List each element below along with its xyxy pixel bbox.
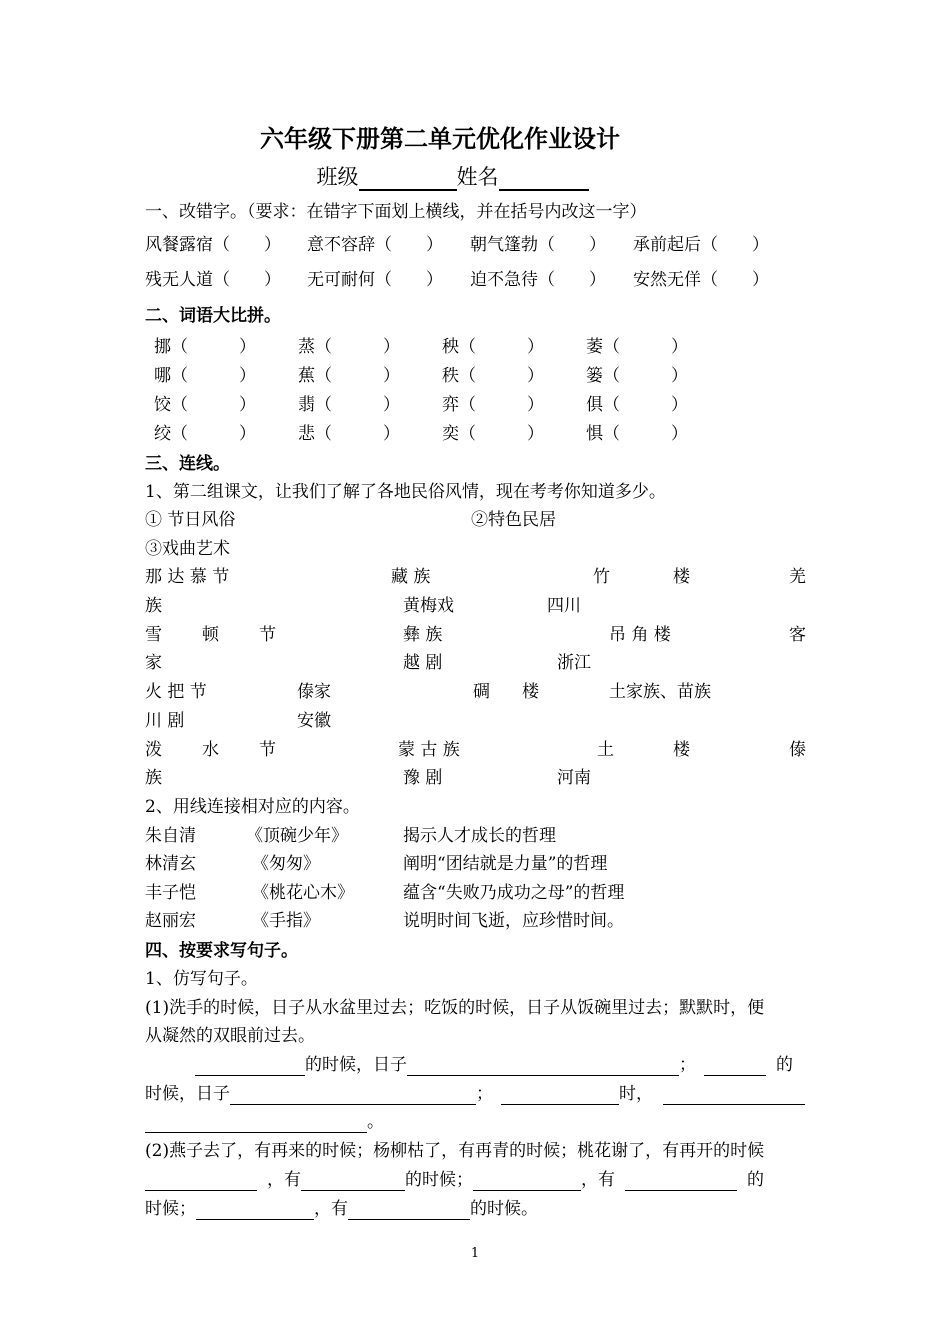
s1-item: 迫不急待（ ） bbox=[470, 270, 606, 290]
match-item[interactable]: 安徽 bbox=[297, 711, 331, 731]
pair-meaning[interactable]: 阐明“团结就是力量”的哲理 bbox=[403, 854, 608, 874]
s2-item: 饺（ ） bbox=[154, 395, 256, 415]
match-item[interactable]: 土家族、苗族 bbox=[609, 682, 711, 702]
match-item[interactable]: 碉 bbox=[473, 682, 490, 702]
pair-author[interactable]: 林清玄 bbox=[145, 854, 196, 874]
s2-item: 篓（ ） bbox=[586, 366, 688, 386]
fill-line-2: 时候，日子 ； 时， bbox=[145, 1083, 805, 1105]
s2-item: 俱（ ） bbox=[586, 395, 688, 415]
s2-item: 惧（ ） bbox=[586, 424, 688, 444]
s2-item: 萎（ ） bbox=[586, 337, 688, 357]
match-item[interactable]: 傣家 bbox=[297, 682, 331, 702]
match-item[interactable]: 藏 族 bbox=[391, 567, 431, 587]
match-item[interactable]: 浙江 bbox=[557, 653, 591, 673]
s2-item: 翡（ ） bbox=[298, 395, 400, 415]
category: ③戏曲艺术 bbox=[145, 539, 230, 559]
name-label: 姓名 bbox=[456, 165, 499, 189]
match-item[interactable]: 羌 bbox=[789, 567, 806, 587]
s3-question-2: 2、用线连接相对应的内容。 bbox=[145, 797, 360, 817]
s3-question-1: 1、第二组课文，让我们了解了各地民俗风情，现在考考你知道多少。 bbox=[145, 482, 666, 502]
s2-item: 蕉（ ） bbox=[298, 366, 400, 386]
fill-blank[interactable] bbox=[195, 1057, 305, 1076]
page-title: 六年级下册第二单元优化作业设计 bbox=[260, 124, 620, 153]
match-item[interactable]: 节 bbox=[259, 740, 276, 760]
s2-item: 弈（ ） bbox=[442, 395, 544, 415]
s2-heading: 二、词语大比拼。 bbox=[145, 306, 281, 326]
fill-blank[interactable] bbox=[145, 1114, 367, 1133]
match-item[interactable]: 楼 bbox=[673, 740, 690, 760]
s2-item: 挪（ ） bbox=[154, 337, 256, 357]
s2-item: 秧（ ） bbox=[442, 337, 544, 357]
fill-line-3: 。 bbox=[145, 1111, 384, 1133]
s2-item: 哪（ ） bbox=[154, 366, 256, 386]
match-item[interactable]: 火 把 节 bbox=[145, 682, 207, 702]
category: ②特色民居 bbox=[471, 510, 556, 530]
match-item[interactable]: 川 剧 bbox=[145, 711, 185, 731]
match-item[interactable]: 节 bbox=[259, 625, 276, 645]
class-blank[interactable] bbox=[359, 169, 457, 191]
fill-blank[interactable] bbox=[473, 1172, 581, 1191]
fill-line-4: ，有 的时候； ，有 的 bbox=[145, 1169, 764, 1191]
pair-meaning[interactable]: 蕴含“失败乃成功之母”的哲理 bbox=[403, 883, 625, 903]
match-item[interactable]: 越 剧 bbox=[403, 653, 443, 673]
fill-line-5: 时候； ，有 的时候。 bbox=[145, 1199, 538, 1219]
s2-item: 蒸（ ） bbox=[298, 337, 400, 357]
pair-meaning[interactable]: 揭示人才成长的哲理 bbox=[403, 826, 556, 846]
s4-heading: 四、按要求写句子。 bbox=[145, 941, 298, 961]
s1-item: 意不容辞（ ） bbox=[307, 235, 443, 255]
match-item[interactable]: 雪 bbox=[145, 625, 162, 645]
class-label: 班级 bbox=[316, 165, 359, 189]
match-item[interactable]: 彝 族 bbox=[403, 625, 443, 645]
match-item[interactable]: 豫 剧 bbox=[403, 768, 443, 788]
fill-blank[interactable] bbox=[348, 1201, 470, 1220]
match-item[interactable]: 竹 bbox=[593, 567, 610, 587]
s2-item: 绞（ ） bbox=[154, 424, 256, 444]
s4-prompt-1a: (1)洗手的时候，日子从水盆里过去；吃饭的时候，日子从饭碗里过去；默默时，便 bbox=[145, 998, 765, 1018]
s1-item: 风餐露宿（ ） bbox=[145, 235, 281, 255]
fill-blank[interactable] bbox=[625, 1172, 737, 1191]
s2-item: 奕（ ） bbox=[442, 424, 544, 444]
s4-question-1: 1、仿写句子。 bbox=[145, 969, 258, 989]
match-item[interactable]: 那 达 慕 节 bbox=[145, 567, 230, 587]
fill-line-1: 的时候，日子 ； 的 bbox=[195, 1054, 793, 1076]
s1-item: 朝气篷勃（ ） bbox=[470, 235, 606, 255]
match-item[interactable]: 楼 bbox=[522, 682, 539, 702]
fill-blank[interactable] bbox=[145, 1172, 257, 1191]
s4-prompt-2: (2)燕子去了，有再来的时候；杨柳枯了，有再青的时候；桃花谢了，有再开的时候 bbox=[145, 1141, 765, 1161]
s1-item: 残无人道（ ） bbox=[145, 270, 281, 290]
match-item[interactable]: 傣 bbox=[789, 740, 806, 760]
pair-title[interactable]: 《顶碗少年》 bbox=[246, 826, 348, 846]
s4-prompt-1b: 从凝然的双眼前过去。 bbox=[145, 1026, 315, 1046]
s1-item: 承前起后（ ） bbox=[633, 235, 769, 255]
match-item[interactable]: 河南 bbox=[557, 768, 591, 788]
match-item[interactable]: 客 bbox=[789, 625, 806, 645]
pair-title[interactable]: 《匆匆》 bbox=[252, 854, 320, 874]
match-item[interactable]: 蒙 古 族 bbox=[398, 740, 460, 760]
pair-title[interactable]: 《手指》 bbox=[252, 911, 320, 931]
match-item[interactable]: 楼 bbox=[673, 567, 690, 587]
fill-blank[interactable] bbox=[663, 1086, 805, 1105]
match-item[interactable]: 四川 bbox=[547, 596, 581, 616]
match-item[interactable]: 水 bbox=[202, 740, 219, 760]
class-name-line bbox=[0, 163, 905, 191]
category: ① 节日风俗 bbox=[145, 510, 236, 530]
s2-item: 悲（ ） bbox=[298, 424, 400, 444]
match-item[interactable]: 泼 bbox=[145, 740, 162, 760]
match-item[interactable]: 吊 角 楼 bbox=[609, 625, 671, 645]
fill-blank[interactable] bbox=[407, 1057, 679, 1076]
s1-item: 无可耐何（ ） bbox=[307, 270, 443, 290]
match-item[interactable]: 家 bbox=[145, 653, 162, 673]
fill-blank[interactable] bbox=[230, 1086, 476, 1105]
match-item[interactable]: 黄梅戏 bbox=[403, 596, 454, 616]
pair-meaning[interactable]: 说明时间飞逝，应珍惜时间。 bbox=[403, 911, 624, 931]
match-item[interactable]: 土 bbox=[597, 740, 614, 760]
pair-author[interactable]: 赵丽宏 bbox=[145, 911, 196, 931]
fill-blank[interactable] bbox=[301, 1172, 405, 1191]
s2-item: 秩（ ） bbox=[442, 366, 544, 386]
s1-item: 安然无佯（ ） bbox=[633, 270, 769, 290]
fill-blank[interactable] bbox=[196, 1201, 314, 1220]
fill-blank[interactable] bbox=[501, 1086, 619, 1105]
name-blank[interactable] bbox=[499, 169, 589, 191]
pair-author[interactable]: 丰子恺 bbox=[145, 883, 196, 903]
match-item[interactable]: 族 bbox=[145, 768, 162, 788]
page-number: 1 bbox=[470, 1246, 480, 1261]
match-item[interactable]: 顿 bbox=[202, 625, 219, 645]
pair-title[interactable]: 《桃花心木》 bbox=[252, 883, 354, 903]
s1-heading: 一、改错字。（要求：在错字下面划上横线，并在括号内改这一字） bbox=[145, 202, 647, 222]
pair-author[interactable]: 朱自清 bbox=[145, 826, 196, 846]
s3-heading: 三、连线。 bbox=[145, 454, 230, 474]
fill-blank[interactable] bbox=[704, 1057, 766, 1076]
match-item[interactable]: 族 bbox=[145, 596, 162, 616]
